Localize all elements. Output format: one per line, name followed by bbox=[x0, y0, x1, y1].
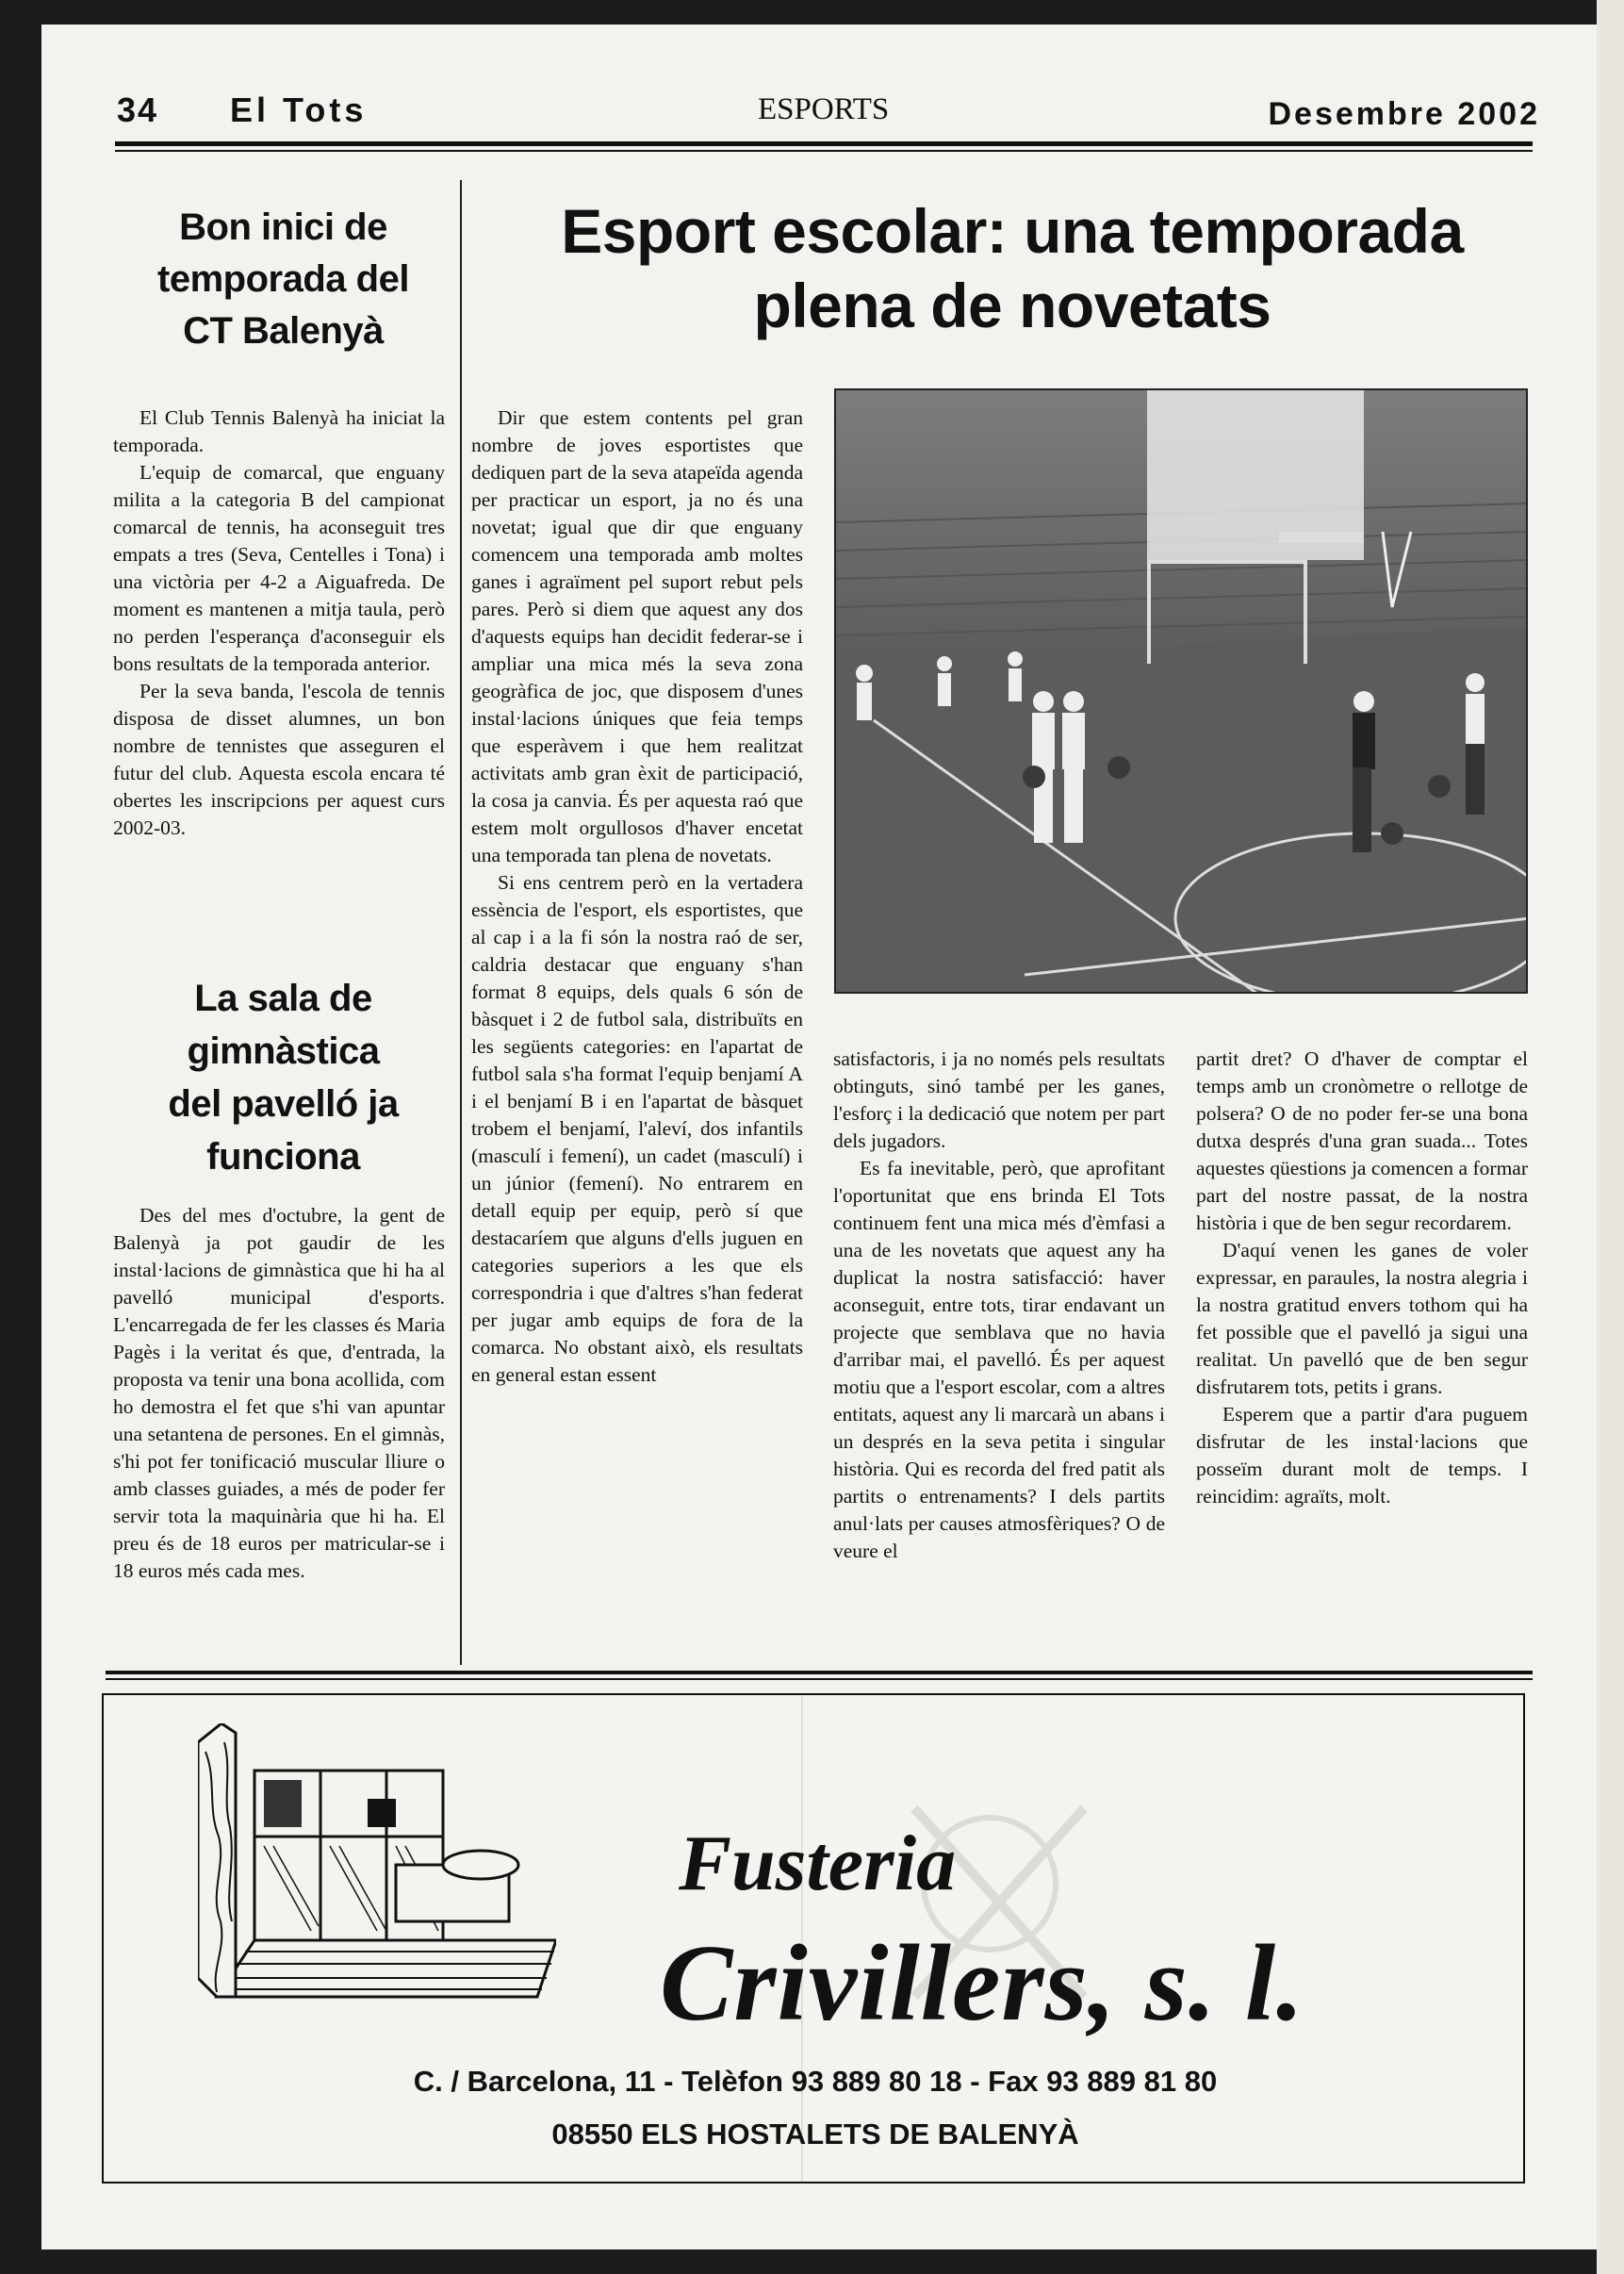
column-divider bbox=[460, 180, 462, 1665]
title-line: temporada del bbox=[157, 258, 409, 301]
workshop-illustration bbox=[198, 1723, 556, 2006]
paragraph: Per la seva banda, l'escola de tennis disposa de disset alumnes, un bon nombre de tennistes que asseguren el futur del club. Aquesta escola encara té obertes les inscripcions per aquest curs 2002-03. bbox=[113, 680, 445, 839]
paragraph: Des del mes d'octubre, la gent de Balenyà ja pot gaudir de les instal·lacions de gimnàstica que hi ha al pavelló municipal d'esports. L'encarregada de fer les classes és Maria Pagès i la veritat és que, d'entrada, la proposta va tenir una bona acollida, com ho demostra el fet que s'hi van apuntar una setantena de persones. En el gimnàs, s'hi pot fer tonificació muscular lliure o amb classes guiades, a més de poder fer servir tota la maquinària que hi ha. El preu és de 18 euros per matricular-se i 18 euros més cada mes. bbox=[113, 1204, 445, 1582]
article-body-tennis bbox=[113, 404, 445, 842]
publication-name: El Tots bbox=[230, 91, 368, 129]
title-line: funciona bbox=[206, 1136, 360, 1178]
title-line: gimnàstica bbox=[187, 1030, 380, 1072]
photo-illustration bbox=[836, 390, 1528, 994]
headline-line: Esport escolar: una temporada bbox=[561, 196, 1464, 266]
ad-address: C. / Barcelona, 11 - Telèfon 93 889 80 18 - Fax 93 889 81 80 bbox=[413, 2065, 1218, 2098]
headline-line: plena de novetats bbox=[753, 271, 1271, 341]
main-article-column-1 bbox=[471, 404, 803, 1389]
main-article-column-2 bbox=[833, 1046, 1165, 1565]
title-line: del pavelló ja bbox=[168, 1083, 399, 1125]
article-body-gym bbox=[113, 1202, 445, 1585]
header-rule bbox=[115, 141, 1533, 146]
title-line: Bon inici de bbox=[179, 206, 387, 248]
paragraph: El Club Tennis Balenyà ha iniciat la temporada. bbox=[113, 406, 445, 456]
title-line: CT Balenyà bbox=[183, 310, 384, 353]
paragraph: D'aquí venen les ganes de voler expressar, en paraules, la nostra alegria i la nostra gratitud envers tothom qui ha fet possible que el pavelló ja sigui una realitat. Un pavelló que de ben segur disfrutarem tots, petits i grans. bbox=[1196, 1239, 1528, 1398]
ad-line-fusteria: Fusteria bbox=[679, 1820, 957, 1907]
carpentry-advertisement bbox=[102, 1693, 1525, 2183]
ad-town: 08550 ELS HOSTALETS DE BALENYÀ bbox=[551, 2117, 1079, 2150]
ad-rule-thin bbox=[106, 1678, 1533, 1680]
header-rule-thin bbox=[115, 150, 1533, 152]
paragraph: Dir que estem contents pel gran nombre de joves esportistes que dediquen part de la seva atapeïda agenda per practicar un esport, ja no és una novetat; igual que dir que enguany comencem una temporada amb moltes ganes i agraïment pel suport rebut pels pares. Però si diem que aquest any dos d'aquests equips han decidit federar-se i ampliar una mica més la seva zona geogràfica de joc, que disposem d'unes instal·lacions úniques que feia temps que esperàvem i que hem realitzat activitats amb gran èxit de participació, la cosa ja canvia. És per aquesta raó que estem molt orgullosos d'haver encetat una temporada tan plena de novetats. bbox=[471, 406, 803, 866]
paragraph: Es fa inevitable, però, que aprofitant l'oportunitat que ens brinda El Tots continuem fent una mica més d'èmfasi a una de les novetats que aquest any ha duplicat la nostra satisfacció: haver aconseguit, entre tots, tirar endavant un projecte que semblava que no havia d'arribar mai, el pavelló. És per aquest motiu que a l'esport escolar, com a altres entitats, aquest any li marcarà un abans i un després en la seva petita i singular història. Qui es recorda del fred patit als partits o entrenaments? I dels partits anul·lats per causes atmosfèriques? O de veure el bbox=[833, 1157, 1165, 1562]
scan-edge bbox=[1597, 0, 1624, 2274]
issue-date: Desembre 2002 bbox=[1268, 96, 1540, 132]
basketball-court-photo bbox=[834, 388, 1528, 994]
paragraph: partit dret? O d'haver de comptar el temps amb un cronòmetre o rellotge de polsera? O de no poder fer-se una bona dutxa després d'una gran suada... Totes aquestes qüestions ja comencen a formar part del nostre passat, de la nostra història i que de ben segur recordarem. bbox=[1196, 1047, 1528, 1234]
article-title-gym bbox=[111, 972, 455, 1183]
main-article-column-3 bbox=[1196, 1046, 1528, 1510]
paragraph: Esperem que a partir d'ara puguem disfrutar de les instal·lacions que posseïm durant molt de temps. I reincidim: agraïts, molt. bbox=[1196, 1403, 1528, 1508]
title-line: La sala de bbox=[194, 978, 372, 1019]
paragraph: L'equip de comarcal, que enguany milita a la categoria B del campionat comarcal de tennis, ha aconseguit tres empats a tres (Seva, Centelles i Tona) i una victòria per 4-2 a Aiguafreda. De moment es mantenen a mitja taula, però no perden l'esperança d'aconseguir els bons resultats de la temporada anterior. bbox=[113, 461, 445, 675]
page-number: 34 bbox=[117, 91, 159, 129]
article-title-tennis bbox=[111, 202, 455, 358]
ad-rule bbox=[106, 1671, 1533, 1674]
ad-company-name: Crivillers, s. l. bbox=[660, 1923, 1305, 2044]
newspaper-page bbox=[41, 25, 1597, 2249]
paragraph: satisfactoris, i ja no només pels resultats obtinguts, sinó també per les ganes, l'esforç i la dedicació que notem per part dels jugadors. bbox=[833, 1047, 1165, 1152]
main-headline bbox=[494, 194, 1531, 343]
paragraph: Si ens centrem però en la vertadera essència de l'esport, els esportistes, que al cap i a la fi són la nostra raó de ser, caldria destacar que enguany s'han format 8 equips, dels quals 6 són de bàsquet i 2 de futbol sala, distribuïts en les següents categories: en l'apartat de futbol sala s'ha format l'equip benjamí A i el benjamí B i en l'apartat de bàsquet trobem el benjamí, l'aleví, dos infantils (masculí i femení), un cadet (masculí) i un júnior (femení). No entrarem en detall equip per equip, però sí que destacaríem que alguns d'ells juguen en categories superiors a les que els correspondria i que d'altres s'han federat per jugar amb equips de fora de la comarca. No obstant això, els resultats en general estan essent bbox=[471, 871, 803, 1386]
section-name: ESPORTS bbox=[758, 92, 890, 126]
